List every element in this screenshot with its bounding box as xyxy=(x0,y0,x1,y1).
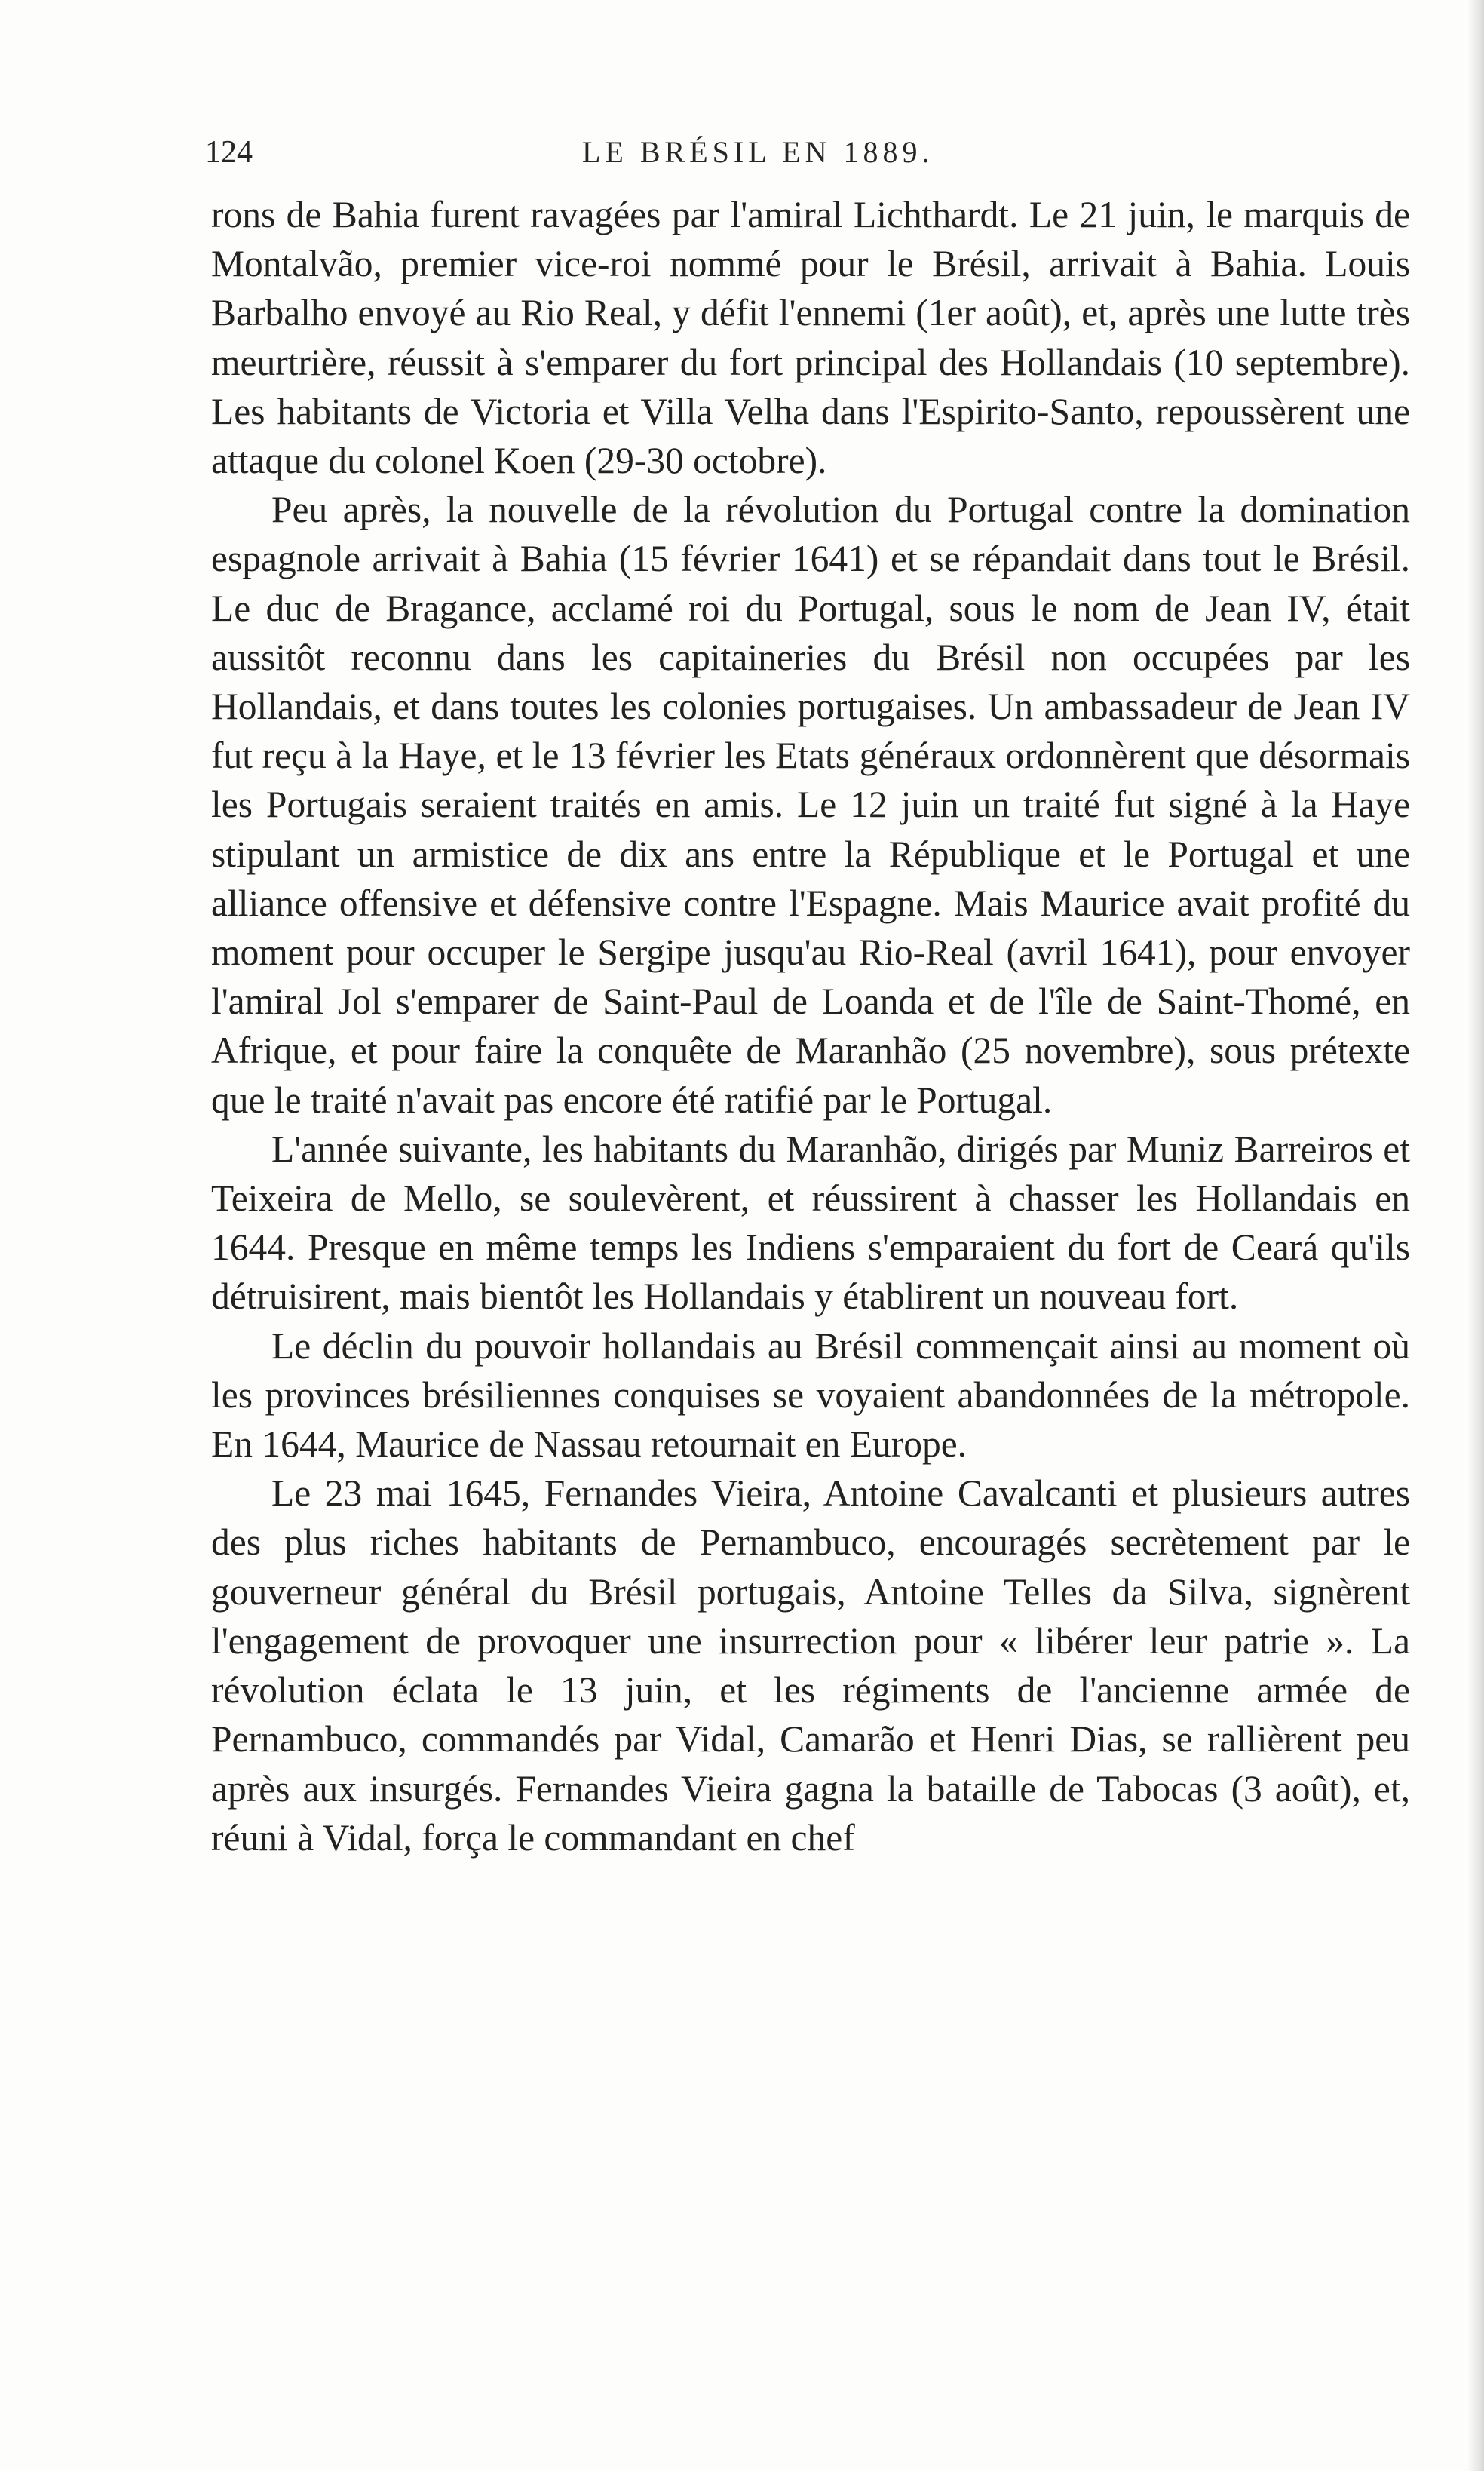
paragraph: L'année suivante, les habitants du Maranhão, dirigés par Muniz Barreiros et Teixeira de Mello, se soulevèrent, et réussirent à chasser les Hollandais en 1644. Presque en même temps les Indiens s'emparaient du fort de Ceará qu'ils détruisirent, mais bientôt les Hollandais y établirent un nouveau fort. xyxy=(211,1128,1410,1318)
page-header xyxy=(205,130,1416,175)
page-number: 124 xyxy=(205,135,253,170)
paragraph-continuation: rons de Bahia furent ravagées par l'amiral Lichthardt. Le 21 juin, le marquis de Montalvão, premier vice-roi nommé pour le Brésil, arrivait à Bahia. Louis Barbalho envoyé au Rio Real, y défit l'ennemi (1er août), et, après une lutte très meurtrière, réussit à s'emparer du fort principal des Hollandais (10 septembre). Les habitants de Victoria et Villa Velha dans l'Espirito-Santo, repoussèrent une attaque du colonel Koen (29-30 octobre). xyxy=(211,194,1410,482)
page-edge-shadow xyxy=(1467,0,1484,2471)
running-title: LE BRÉSIL EN 1889. xyxy=(582,135,934,169)
paragraph: Le déclin du pouvoir hollandais au Brésil commençait ainsi au moment où les provinces brésiliennes conquises se voyaient abandonnées de la métropole. En 1644, Maurice de Nassau retournait en Europe. xyxy=(211,1325,1410,1466)
paragraph: Le 23 mai 1645, Fernandes Vieira, Antoine Cavalcanti et plusieurs autres des plus riches habitants de Pernambuco, encouragés secrètement par le gouverneur général du Brésil portugais, Antoine Telles da Silva, signèrent l'engagement de provoquer une insurrection pour « libérer leur patrie ». La révolution éclata le 13 juin, et les régiments de l'ancienne armée de Pernambuco, commandés par Vidal, Camarão et Henri Dias, se rallièrent peu après aux insurgés. Fernandes Vieira gagna la bataille de Tabocas (3 août), et, réuni à Vidal, força le commandant en chef xyxy=(211,1472,1410,1859)
body-text xyxy=(211,190,1410,1862)
paragraph: Peu après, la nouvelle de la révolution du Portugal contre la domination espagnole arrivait à Bahia (15 février 1641) et se répandait dans tout le Brésil. Le duc de Bragance, acclamé roi du Portugal, sous le nom de Jean IV, était aussitôt reconnu dans les capitaineries du Brésil non occupées par les Hollandais, et dans toutes les colonies portugaises. Un ambassadeur de Jean IV fut reçu à la Haye, et le 13 février les Etats généraux ordonnèrent que désormais les Portugais seraient traités en amis. Le 12 juin un traité fut signé à la Haye stipulant un armistice de dix ans entre la République et le Portugal et une alliance offensive et défensive contre l'Espagne. Mais Maurice avait profité du moment pour occuper le Sergipe jusqu'au Rio-Real (avril 1641), pour envoyer l'amiral Jol s'emparer de Saint-Paul de Loanda et de l'île de Saint-Thomé, en Afrique, et pour faire la conquête de Maranhão (25 novembre), sous prétexte que le traité n'avait pas encore été ratifié par le Portugal. xyxy=(211,489,1410,1121)
